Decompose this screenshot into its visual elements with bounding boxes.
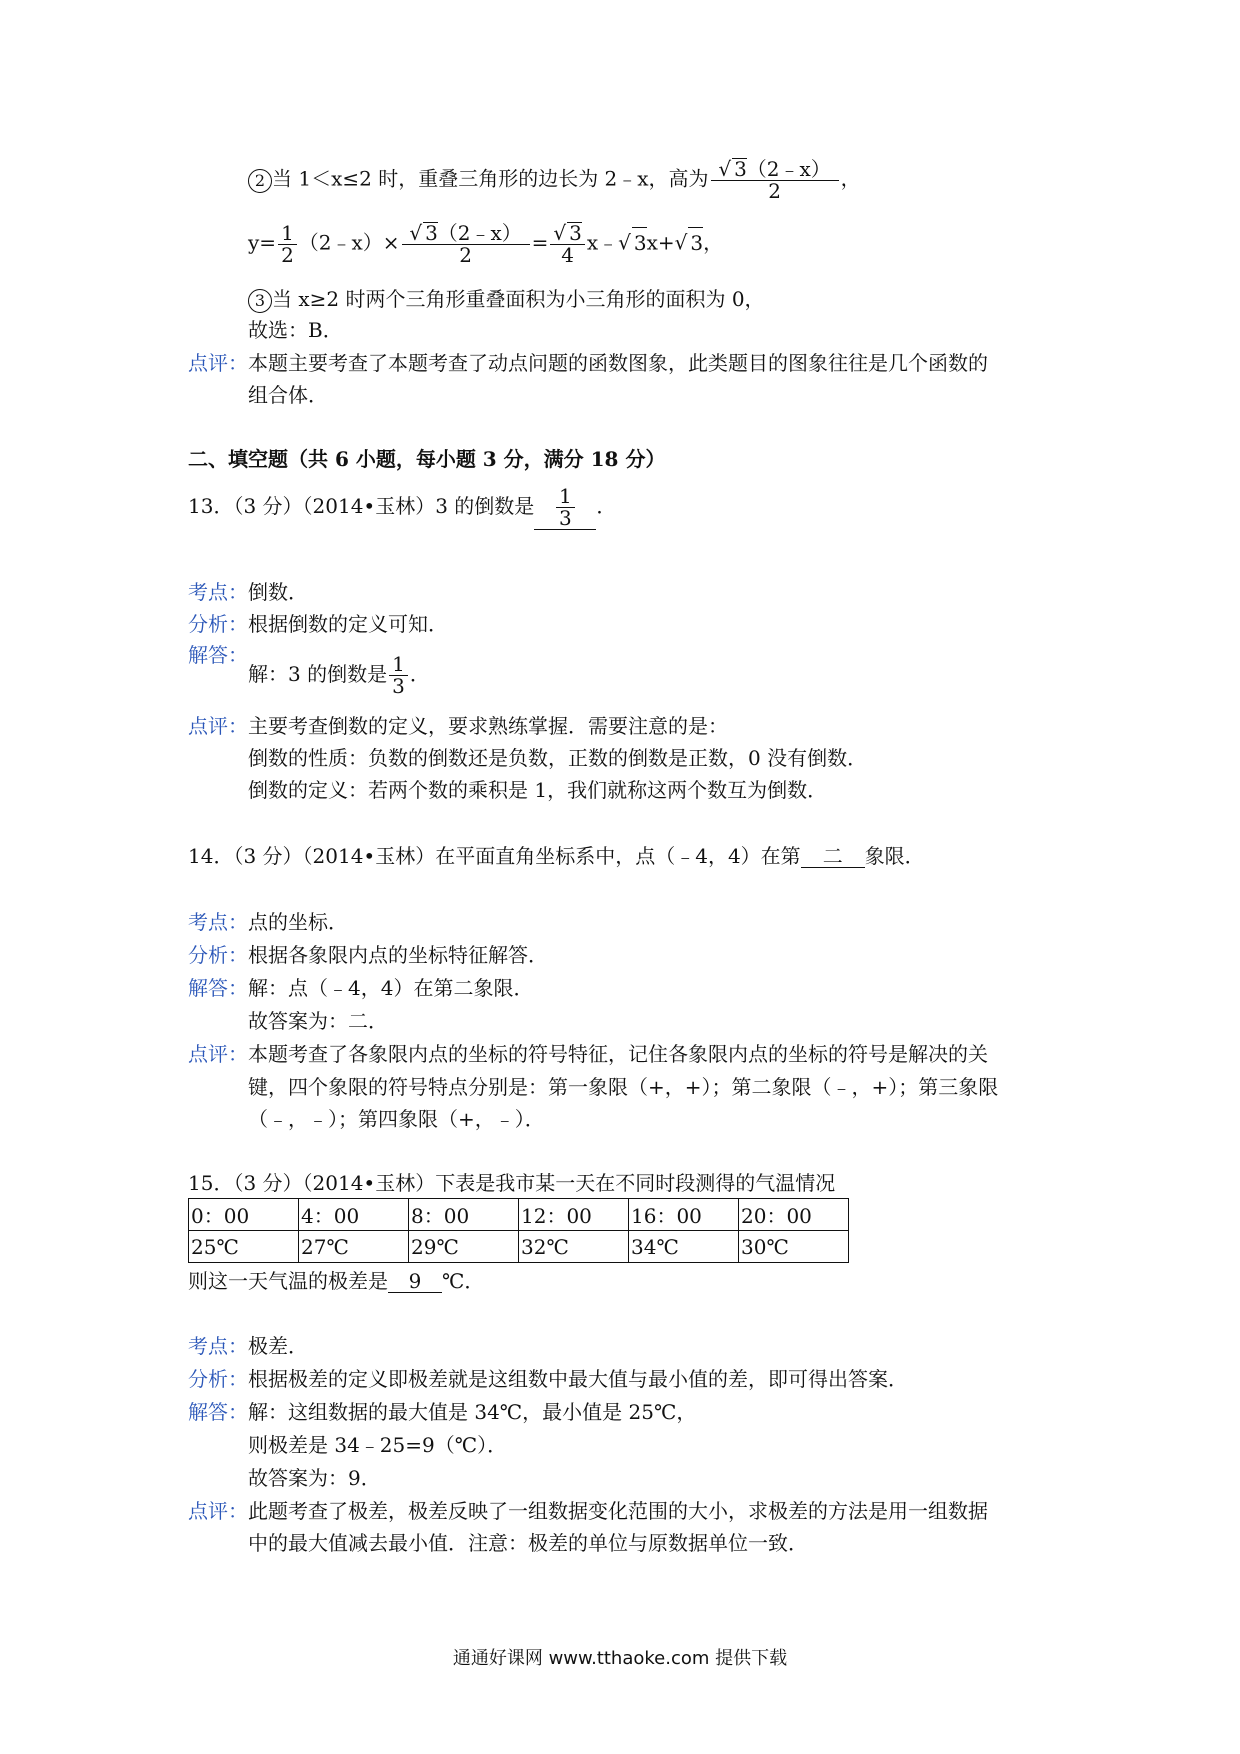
circled-number: 2 <box>248 169 272 193</box>
q14-stem: 14．（3 分）（2014•玉林）在平面直角坐标系中，点（﹣4，4）在第 二 象限． <box>188 844 925 868</box>
q15-fenxi: 分析：根据极差的定义即极差就是这组数中最大值与最小值的差，即可得出答案． <box>188 1367 908 1391</box>
table-cell: 8：00 <box>409 1199 519 1231</box>
choose-line: 故选：B． <box>248 318 343 342</box>
table-cell: 34℃ <box>629 1231 739 1263</box>
table-cell: 0：00 <box>189 1199 299 1231</box>
table-cell: 4：00 <box>299 1199 409 1231</box>
root3-over-4-fraction: $\frac{√ 3}{4}$ <box>550 222 584 266</box>
y-formula-line: y= $\frac{1}{2}$ （2﹣x）× $\frac{√ 3(2﹣x)}{2}$ = $\frac{√ 3}{4}$ x﹣√ 3x+√ 3， <box>248 220 724 267</box>
table-cell: 29℃ <box>409 1231 519 1263</box>
comment-line-2: 组合体． <box>248 383 328 407</box>
q14-kaodian: 考点：点的坐标． <box>188 910 348 934</box>
section-heading: 二、填空题（共 6 小题，每小题 3 分，满分 18 分） <box>188 447 666 471</box>
page-footer: 通通好课网 www.tthaoke.com 提供下载 <box>452 1648 788 1669</box>
q14-answer-blank: 二 <box>801 845 865 868</box>
q15-dianping-2: 中的最大值减去最小值．注意：极差的单位与原数据单位一致． <box>248 1531 808 1555</box>
table-cell: 32℃ <box>519 1231 629 1263</box>
q13-dianping-1: 点评：主要考查倒数的定义，要求熟练掌握．需要注意的是： <box>188 714 728 738</box>
q15-answer-line: 则这一天气温的极差是 9 ℃． <box>188 1269 485 1293</box>
q14-dianping-3: （﹣，﹣）；第四象限（+，﹣）． <box>248 1107 545 1131</box>
case3-line: 3 当 x≥2 时两个三角形重叠面积为小三角形的面积为 0， <box>248 284 765 314</box>
q15-jieda-2: 则极差是 34﹣25=9（℃）． <box>248 1433 508 1457</box>
q15-dianping-1: 点评：此题考查了极差，极差反映了一组数据变化范围的大小，求极差的方法是用一组数据 <box>188 1499 988 1523</box>
half-fraction: $\frac{1}{2}$ <box>278 223 297 266</box>
comment-line-1: 点评：本题主要考查了本题考查了动点问题的函数图象，此类题目的图象往往是几个函数的 <box>188 351 988 375</box>
table-cell: 20：00 <box>739 1199 849 1231</box>
q14-dianping-1: 点评：本题考查了各象限内点的坐标的符号特征，记住各象限内点的坐标的符号是解决的关 <box>188 1042 988 1066</box>
table-row-temps <box>189 1231 849 1263</box>
q13-stem: 13．（3 分）（2014•玉林）3 的倒数是 $\frac{1}{3}$ ． <box>188 484 617 530</box>
table-cell: 12：00 <box>519 1199 629 1231</box>
q15-jieda-3: 故答案为：9． <box>248 1466 381 1490</box>
table-cell: 30℃ <box>739 1231 849 1263</box>
q15-answer-blank: 9 <box>388 1270 442 1293</box>
q13-dianping-3: 倒数的定义：若两个数的乘积是 1，我们就称这两个数互为倒数． <box>248 778 828 802</box>
height-fraction: $\frac{√ 3(2﹣x)}{2}$ <box>711 158 839 202</box>
case2-line: 2 当 1＜x≤2 时，重叠三角形的边长为 2﹣x，高为 $\frac{√ 3(2﹣x)}{2}$ ， <box>248 158 861 218</box>
circled-number: 3 <box>248 289 272 313</box>
q15-kaodian: 考点：极差． <box>188 1334 308 1358</box>
table-row-times <box>189 1199 849 1231</box>
table-cell: 27℃ <box>299 1231 409 1263</box>
table-cell: 16：00 <box>629 1199 739 1231</box>
height-fraction-2: $\frac{√ 3(2﹣x)}{2}$ <box>402 222 530 266</box>
q15-stem: 15．（3 分）（2014•玉林）下表是我市某一天在不同时段测得的气温情况 <box>188 1171 836 1195</box>
q14-jieda-1: 解答：解：点（﹣4，4）在第二象限． <box>188 976 534 1000</box>
q14-fenxi: 分析：根据各象限内点的坐标特征解答． <box>188 943 548 967</box>
q14-dianping-2: 键，四个象限的符号特点分别是：第一象限（+，+）；第二象限（﹣，+）；第三象限 <box>248 1075 999 1099</box>
q14-jieda-2: 故答案为：二． <box>248 1009 388 1033</box>
q15-jieda-1: 解答：解：这组数据的最大值是 34℃，最小值是 25℃， <box>188 1400 697 1424</box>
q13-jieda: 解答：解：3 的倒数是 $\frac{1}{3}$ ． <box>188 643 430 698</box>
temperature-table <box>188 1198 849 1263</box>
q13-dianping-2: 倒数的性质：负数的倒数还是负数，正数的倒数是正数，0 没有倒数． <box>248 746 868 770</box>
table-cell: 25℃ <box>189 1231 299 1263</box>
q13-fenxi: 分析：根据倒数的定义可知． <box>188 612 448 636</box>
q13-kaodian: 考点：倒数． <box>188 580 308 604</box>
q13-answer-blank: $\frac{1}{3}$ <box>534 486 596 530</box>
